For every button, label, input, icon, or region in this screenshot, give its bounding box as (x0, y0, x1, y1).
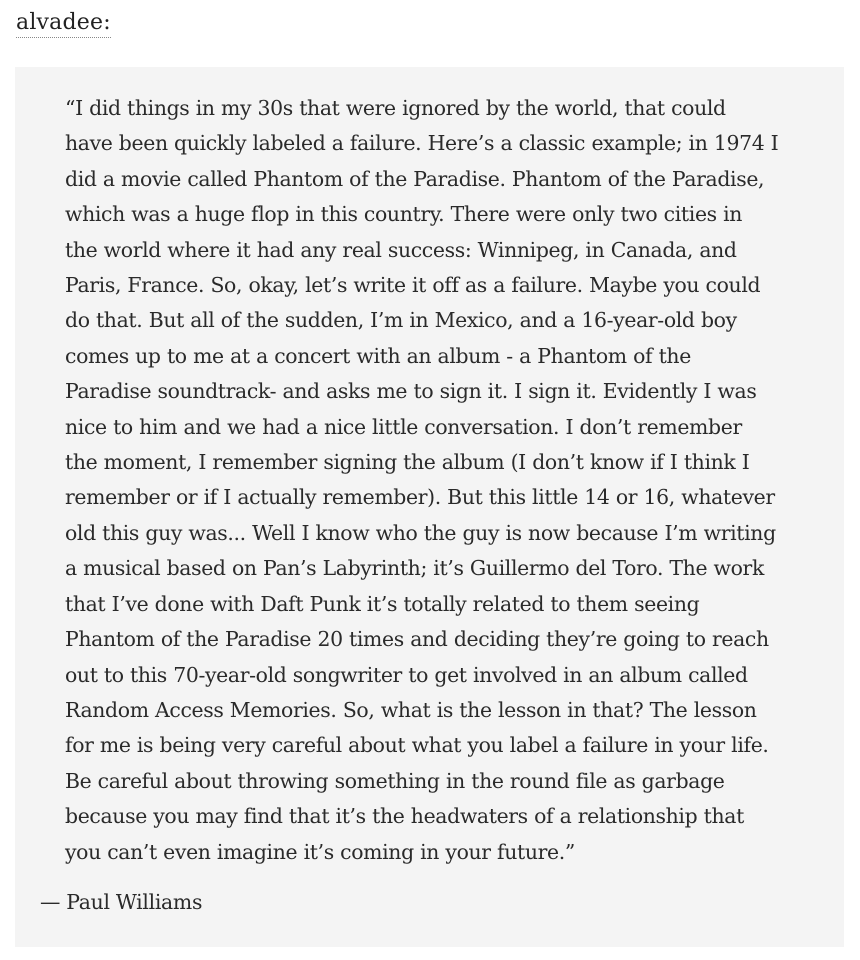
quote-line: that I’ve done with Daft Punk it’s totally related to them seeing (65, 591, 700, 616)
quote-line: did a movie called Phantom of the Paradise. Phantom of the Paradise, (65, 166, 765, 191)
quote-line: you can’t even imagine it’s coming in your future.” (65, 839, 575, 864)
username-link[interactable]: alvadee : (16, 10, 111, 38)
quote-attribution: — Paul Williams (40, 890, 203, 914)
quote-line: Paris, France. So, okay, let’s write it off as a failure. Maybe you could (65, 273, 761, 298)
quote-line: a musical based on Pan’s Labyrinth; it’s Guillermo del Toro. The work (65, 556, 764, 581)
quote-line: remember or if I actually remember). But this little 14 or 16, whatever (65, 485, 775, 510)
quote-line: comes up to me at a concert with an album - a Phantom of the (65, 343, 691, 368)
quote-line: which was a huge flop in this country. There were only two cities in (65, 202, 743, 227)
quote-line: have been quickly labeled a failure. Here’s a classic example; in 1974 I (65, 131, 779, 156)
quote-line: out to this 70-year-old songwriter to get involved in an album called (65, 662, 748, 687)
quote-line: Random Access Memories. So, what is the lesson in that? The lesson (65, 697, 757, 722)
quote-line: the world where it had any real success: Winnipeg, in Canada, and (65, 237, 737, 262)
quote-text (65, 91, 830, 870)
quote-line: do that. But all of the sudden, I’m in Mexico, and a 16-year-old boy (65, 308, 737, 333)
quote-line: because you may find that it’s the headwaters of a relationship that (65, 804, 744, 829)
quote-line: Phantom of the Paradise 20 times and deciding they’re going to reach (65, 627, 769, 652)
quote-line: old this guy was... Well I know who the guy is now because I’m writing (65, 520, 776, 545)
quote-line: “I did things in my 30s that were ignored by the world, that could (65, 96, 726, 120)
quote-line: Be careful about throwing something in the round file as garbage (65, 768, 725, 793)
quote-line: for me is being very careful about what you label a failure in your life. (65, 733, 769, 758)
quote-block (15, 67, 844, 947)
quote-line: the moment, I remember signing the album (I don’t know if I think I (65, 450, 750, 475)
quote-line: Paradise soundtrack- and asks me to sign it. I sign it. Evidently I was (65, 379, 757, 404)
quote-line: nice to him and we had a nice little conversation. I don’t remember (65, 414, 742, 439)
